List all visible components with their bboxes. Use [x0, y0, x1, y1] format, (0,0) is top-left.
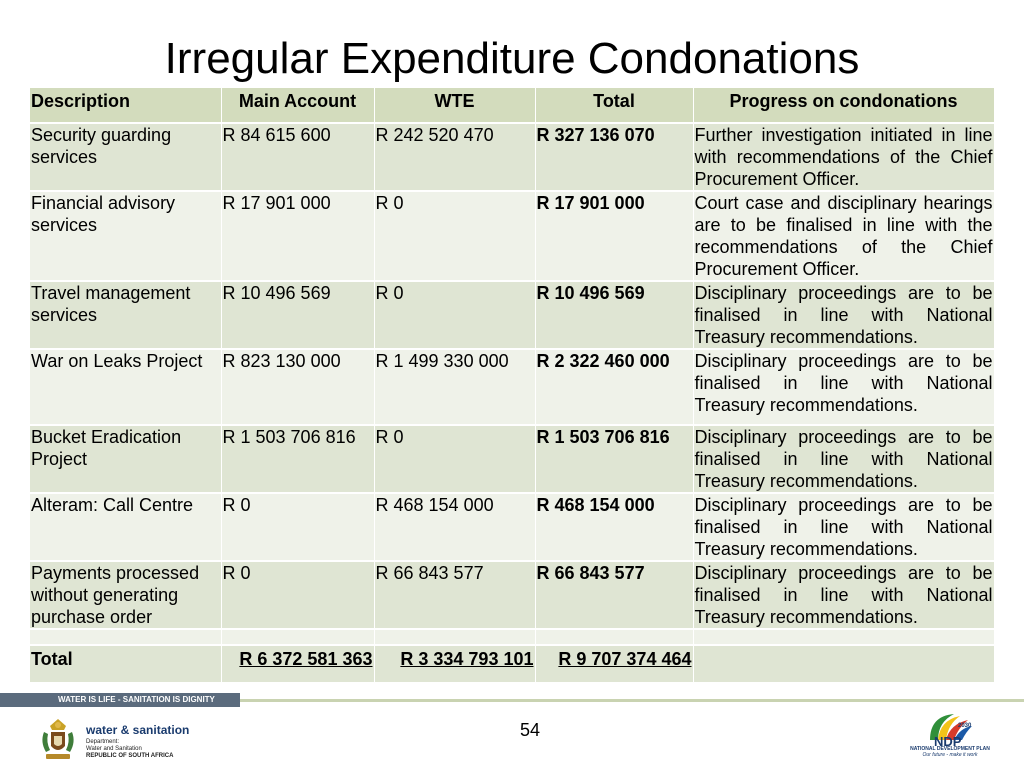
progress-cell: Disciplinary proceedings are to be finalised in line with National Treasury recommendations.: [694, 427, 993, 491]
ndp-caption: NATIONAL DEVELOPMENT PLAN Our future - make it work: [910, 746, 990, 758]
column-header: Total: [535, 88, 693, 123]
totals-main-account: R 6 372 581 363: [239, 649, 373, 669]
table-row: [30, 281, 994, 349]
wte-cell: R 1 499 330 000: [374, 349, 535, 425]
condonations-table: [30, 88, 995, 682]
progress-cell: Disciplinary proceedings are to be finalised in line with National Treasury recommendations.: [694, 283, 993, 347]
column-header: WTE: [374, 88, 535, 123]
table-row: [30, 349, 994, 425]
main-account-cell: R 0: [221, 493, 374, 561]
progress-cell: Disciplinary proceedings are to be finalised in line with National Treasury recommendations.: [694, 495, 993, 559]
totals-total: R 9 707 374 464: [558, 649, 692, 669]
main-account-cell: R 0: [221, 561, 374, 629]
page-title: Irregular Expenditure Condonations: [164, 34, 860, 83]
progress-cell: Further investigation initiated in line with recommendations of the Chief Procurement Officer.: [694, 125, 993, 189]
wte-cell: R 0: [374, 425, 535, 493]
total-cell: R 468 154 000: [535, 493, 693, 561]
total-cell: R 17 901 000: [535, 191, 693, 281]
main-account-cell: R 823 130 000: [221, 349, 374, 425]
main-account-cell: R 84 615 600: [221, 123, 374, 191]
table-row: [30, 191, 994, 281]
column-header: Main Account: [221, 88, 374, 123]
progress-cell: Disciplinary proceedings are to be finalised in line with National Treasury recommendations.: [694, 563, 993, 627]
wte-cell: R 0: [374, 191, 535, 281]
main-account-cell: R 17 901 000: [221, 191, 374, 281]
department-logo: [36, 716, 236, 762]
main-account-cell: R 1 503 706 816: [221, 425, 374, 493]
totals-wte: R 3 334 793 101: [400, 649, 534, 669]
description-cell: Financial advisory services: [30, 191, 221, 281]
coat-of-arms-icon: [36, 716, 80, 762]
total-cell: R 1 503 706 816: [535, 425, 693, 493]
total-cell: R 66 843 577: [535, 561, 693, 629]
department-logo-name: water & sanitation: [86, 723, 190, 737]
description-cell: Travel management services: [30, 281, 221, 349]
ndp-wordmark: NDP: [934, 734, 962, 748]
wte-cell: R 242 520 470: [374, 123, 535, 191]
table-row: [30, 561, 994, 629]
column-header: Description: [30, 88, 221, 123]
ndp-logo: [908, 710, 992, 766]
description-cell: Security guarding services: [30, 123, 221, 191]
table-header: [30, 88, 994, 123]
wte-cell: R 66 843 577: [374, 561, 535, 629]
wte-cell: R 0: [374, 281, 535, 349]
description-cell: War on Leaks Project: [30, 349, 221, 425]
totals-label: Total: [30, 645, 221, 682]
description-cell: Alteram: Call Centre: [30, 493, 221, 561]
footer-bar: [0, 693, 1024, 707]
progress-cell: Court case and disciplinary hearings are to be finalised in line with the recommendations of the Chief Procurement Officer.: [694, 193, 993, 279]
table-row: [30, 123, 994, 191]
main-account-cell: R 10 496 569: [221, 281, 374, 349]
table-row: [30, 493, 994, 561]
progress-cell: Disciplinary proceedings are to be finalised in line with National Treasury recommendations.: [693, 349, 994, 425]
footer-slogan: WATER IS LIFE - SANITATION IS DIGNITY: [0, 693, 240, 707]
description-cell: Payments processed without generating purchase order: [30, 561, 221, 629]
ndp-year: 2030: [958, 723, 972, 729]
column-header: Progress on condonations: [693, 88, 994, 123]
total-cell: R 327 136 070: [535, 123, 693, 191]
total-cell: R 10 496 569: [535, 281, 693, 349]
page-number: 54: [520, 720, 541, 740]
total-cell: R 2 322 460 000: [535, 349, 693, 425]
ndp-emblem-icon: [908, 710, 992, 748]
wte-cell: R 468 154 000: [374, 493, 535, 561]
spacer-row: [30, 629, 994, 645]
footer-divider: [240, 699, 1024, 702]
totals-row: [30, 645, 994, 682]
department-logo-text: Department: Water and Sanitation REPUBLIC OF SOUTH AFRICA: [86, 739, 174, 759]
description-cell: Bucket Eradication Project: [30, 425, 221, 493]
table-row: [30, 425, 994, 493]
